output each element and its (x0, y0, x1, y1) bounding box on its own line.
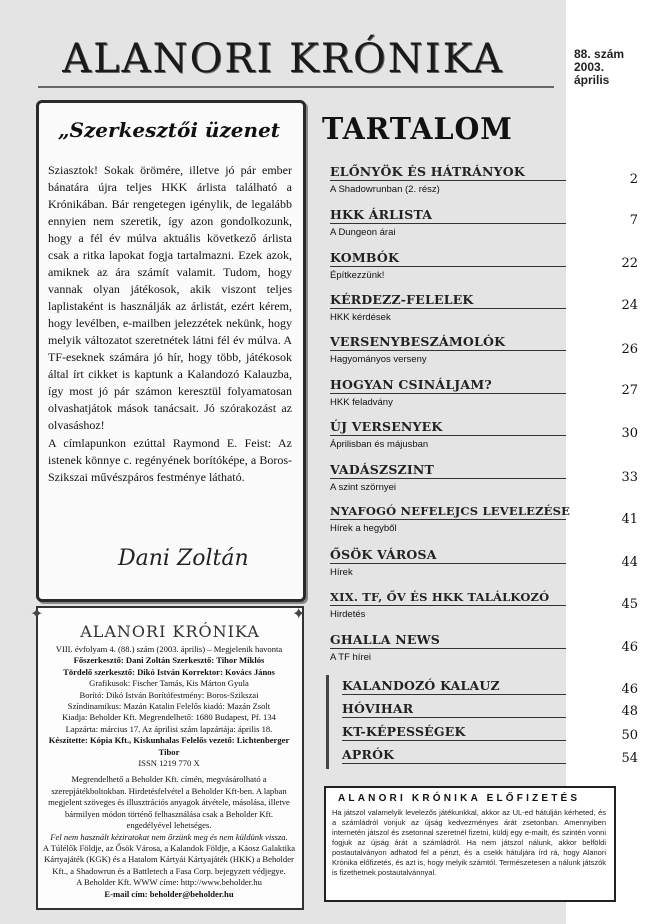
toc-rule (342, 763, 566, 764)
toc-entry-title: HÓVIHAR (342, 701, 414, 716)
imprint-line: VIII. évfolyam 4. (88.) szám (2003. április) – Megjelenik havonta (55, 644, 283, 654)
toc-entry-title: ŐSÖK VÁROSA (330, 547, 437, 562)
toc-page-number: 2 (629, 172, 638, 187)
toc-entry-subtitle: A szint szörnyei (330, 482, 396, 493)
toc-page-number: 24 (621, 298, 638, 313)
imprint-line: ISSN 1219 770 X (138, 758, 200, 769)
imprint-line: Grafikusok: Fischer Tamás, Kis Márton Gyula (89, 678, 249, 689)
toc-entry-title: KÉRDEZZ-FELELEK (330, 292, 474, 307)
toc-entry-subtitle: HKK kérdések (330, 312, 391, 323)
toc-entry-subtitle: HKK feladvány (330, 397, 393, 408)
editorial-paragraph: A címlapunkon ezúttal Raymond E. Feist: Az istenek könnye c. regényének borítóképe, a Boros-Szikszai művészpáros festménye látható. (48, 436, 292, 484)
issue-info (574, 48, 646, 87)
toc-page-number: 46 (621, 640, 638, 655)
toc-entry (330, 377, 570, 408)
toc-page-number: 46 (621, 682, 638, 697)
toc-rule (330, 393, 566, 394)
toc-entry (330, 547, 570, 578)
toc-rule (330, 519, 566, 520)
toc-entry (330, 419, 570, 450)
toc-entry-title: NYAFOGÓ NEFELEJCS LEVELEZÉSE (330, 504, 571, 518)
toc-entry-title: KT-KÉPESSÉGEK (342, 724, 466, 739)
toc-page-number: 45 (621, 597, 638, 612)
toc-entry-subtitle: Hírek (330, 567, 353, 578)
imprint-title: ALANORI KRÓNIKA (80, 622, 260, 641)
toc-entry-title: APRÓK (342, 747, 395, 762)
imprint-line: Lapzárta: március 17. Az áprilisi szám lapzártája: április 18. (65, 723, 273, 734)
toc-rule (330, 308, 566, 309)
issue-year: 2003. (574, 60, 605, 74)
toc-entry-subtitle: Hirdetés (330, 609, 366, 620)
toc-entry (330, 334, 570, 365)
toc-entry-title: VADÁSZSZINT (330, 462, 435, 477)
toc-rule (330, 435, 566, 436)
toc-page-number: 22 (621, 256, 638, 271)
imprint-footer: A Túlélők Földje, az Ősök Városa, a Kalandok Földje, a Káosz Galaktika Kártyajáték (KGK) és a Hatalom Kártyái Kártyajáték (HKK) a Beholder Kft., a Shadowrun és a Battletech a Fasa Corp. bejegyzett védjegye. (42, 842, 296, 876)
issue-number: 88. szám (574, 47, 625, 61)
toc-rule (330, 223, 566, 224)
toc-entry-subtitle: A Shadowrunban (2. rész) (330, 184, 440, 195)
toc-rule (330, 266, 566, 267)
toc-entry-subtitle: Építkezzünk! (330, 270, 385, 281)
imprint-footer: Fel nem használt kéziratokat nem őrzünk meg és nem küldünk vissza. (50, 831, 288, 842)
toc-entry-title: VERSENYBESZÁMOLÓK (330, 334, 506, 349)
toc-entry (330, 462, 570, 493)
toc-entry (330, 207, 570, 238)
imprint-body (42, 644, 296, 900)
toc-entry-small (330, 701, 570, 718)
imprint-line: Borító: Dikó István Borítófestmény: Boros-Szikszai (79, 689, 259, 700)
toc-entry (330, 164, 570, 195)
toc-entry (330, 504, 570, 534)
toc-entry-subtitle: Hírek a hegyből (330, 523, 397, 534)
imprint-footer: Megrendelhető a Beholder Kft. címén, megvásárolható a szerepjátékboltokban. Hirdetésfelvétel a Beholder Kft-ben. A lapban megjelent szöveges és illusztrációs anyagok átvétele, másolása, illetve bármilyen módon történő felhasználása csak a Beholder Kft. engedélyével lehetséges. (48, 774, 290, 831)
toc-entry (330, 292, 570, 323)
toc-rule (330, 478, 566, 479)
toc-entry-title: KOMBÓK (330, 250, 400, 265)
toc-entry-title: HKK ÁRLISTA (330, 207, 433, 222)
subscription-text: Ha játszol valamelyik levelezős játékunkkal, akkor az UL-ed hátulján kérheted, és a számládról vonjuk az újság kedvezményes árát zsetonban. Amennyiben internetén játszol és zsetonnal szeretnél fizetni, küldj egy e-mailt, és szintén vonni fogjuk az újság árát a számládról. Ha nem játszol nálunk, akkor belföldi postautalványon adhatod fel a pénzt, és a csekk hátuljára írd rá, hogy Alanori Krónika előfizetés, és azt is, hogy melyik számtól. Természetesen a nálunk játszók is fizethetnek postautalvánnyal. (332, 808, 606, 877)
toc-rule (330, 180, 566, 181)
toc-entry-title: ELŐNYÖK ÉS HÁTRÁNYOK (330, 164, 525, 179)
masthead-rule (38, 86, 554, 88)
imprint-footer: E-mail cím: beholder@beholder.hu (104, 888, 234, 899)
toc-page-number: 27 (621, 383, 638, 398)
toc-rule (330, 648, 566, 649)
toc-entry-subtitle: A Dungeon árai (330, 227, 396, 238)
section-bracket (326, 675, 329, 769)
toc-entry (330, 590, 570, 620)
corner-ornament-icon: ✦ (292, 604, 306, 623)
imprint-line: Főszerkesztő: Dani Zoltán Szerkesztő: Tihor Miklós (73, 655, 265, 666)
editorial-paragraph: Sziasztok! Sokak örömére, illetve jó pár ember bánatára újra teljes HKK árlista található a Krónikában. Bár rengetegen igénylik, de legalább ennyien nem szeretik, így azon gondolkozunk, hogy a fél év múlva aktuális következő árlista csak a ritka lapokat fogja tartalmazni. Ezek azok, amiknek az ára számít valamit. Tudom, hogy vannak olyan játékosok, akik viszont teljes laplistaként is használják az árlistát, ezért kérem, hogy levélben, e-mailben jelezzétek nekünk, hogy melyik változatot szeretnétek látni fél év múlva. A TF-eseknek számára jó hír, hogy több, játékosok által írt cikket is kaptunk a Kalandozó Kalauzba, így most jó pár számon keresztül folyamatosan olvashatjátok mások tanácsait. Jó szórakozást az olvasáshoz! (48, 163, 292, 432)
imprint-line: Színdinamikus: Mazán Katalin Felelős kiadó: Mazán Zsolt (67, 701, 271, 712)
toc-entry-small (330, 747, 570, 764)
corner-ornament-icon: ✦ (30, 604, 44, 623)
toc-entry-title: KALANDOZÓ KALAUZ (342, 678, 500, 693)
toc-title: TARTALOM (322, 112, 513, 147)
toc-entry-small (330, 678, 570, 695)
subscription-title: ALANORI KRÓNIKA ELŐFIZETÉS (338, 793, 581, 804)
editor-signature: Dani Zoltán (118, 546, 249, 571)
toc-page-number: 41 (621, 512, 638, 527)
toc-rule (330, 350, 566, 351)
toc-entry-subtitle: Hagyományos verseny (330, 354, 427, 365)
toc-rule (330, 605, 566, 606)
masthead-title: ALANORI KRÓNIKA (62, 36, 504, 82)
editorial-text (48, 162, 292, 487)
toc-page-number: 33 (621, 470, 638, 485)
toc-page-number: 48 (621, 704, 638, 719)
toc-rule (342, 740, 566, 741)
toc-entry (330, 250, 570, 281)
toc-entry-title: GHALLA NEWS (330, 632, 441, 647)
toc-rule (342, 717, 566, 718)
toc-entry (330, 632, 570, 663)
toc-entry-title: HOGYAN CSINÁLJAM? (330, 377, 492, 392)
editorial-title: „Szerkesztői üzenet (58, 118, 281, 142)
toc-page-number: 50 (621, 728, 638, 743)
toc-rule (330, 563, 566, 564)
toc-entry-title: ÚJ VERSENYEK (330, 419, 443, 434)
toc-entry-subtitle: Áprilisban és májusban (330, 439, 429, 450)
imprint-footer: A Beholder Kft. WWW címe: http://www.beholder.hu (76, 877, 262, 888)
toc-entry-small (330, 724, 570, 741)
imprint-line: Kiadja: Beholder Kft. Megrendelhető: 1680 Budapest, Pf. 134 (62, 712, 276, 723)
toc-entry-title: XIX. TF, ŐV ÉS HKK TALÁLKOZÓ (330, 590, 550, 604)
issue-month: április (574, 73, 610, 87)
toc-page-number: 44 (621, 555, 638, 570)
imprint-line: Tördelő szerkesztő: Dikó István Korrektor: Kovács János (63, 666, 275, 677)
toc-entry-subtitle: A TF hírei (330, 652, 372, 663)
toc-page-number: 30 (621, 426, 638, 441)
toc-rule (342, 694, 566, 695)
toc-page-number: 7 (629, 213, 638, 228)
imprint-line: Készítette: Kópia Kft., Kiskunhalas Felelős vezető: Lichtenberger Tibor (48, 735, 290, 757)
toc-page-number: 54 (621, 751, 638, 766)
toc-page-number: 26 (621, 342, 638, 357)
